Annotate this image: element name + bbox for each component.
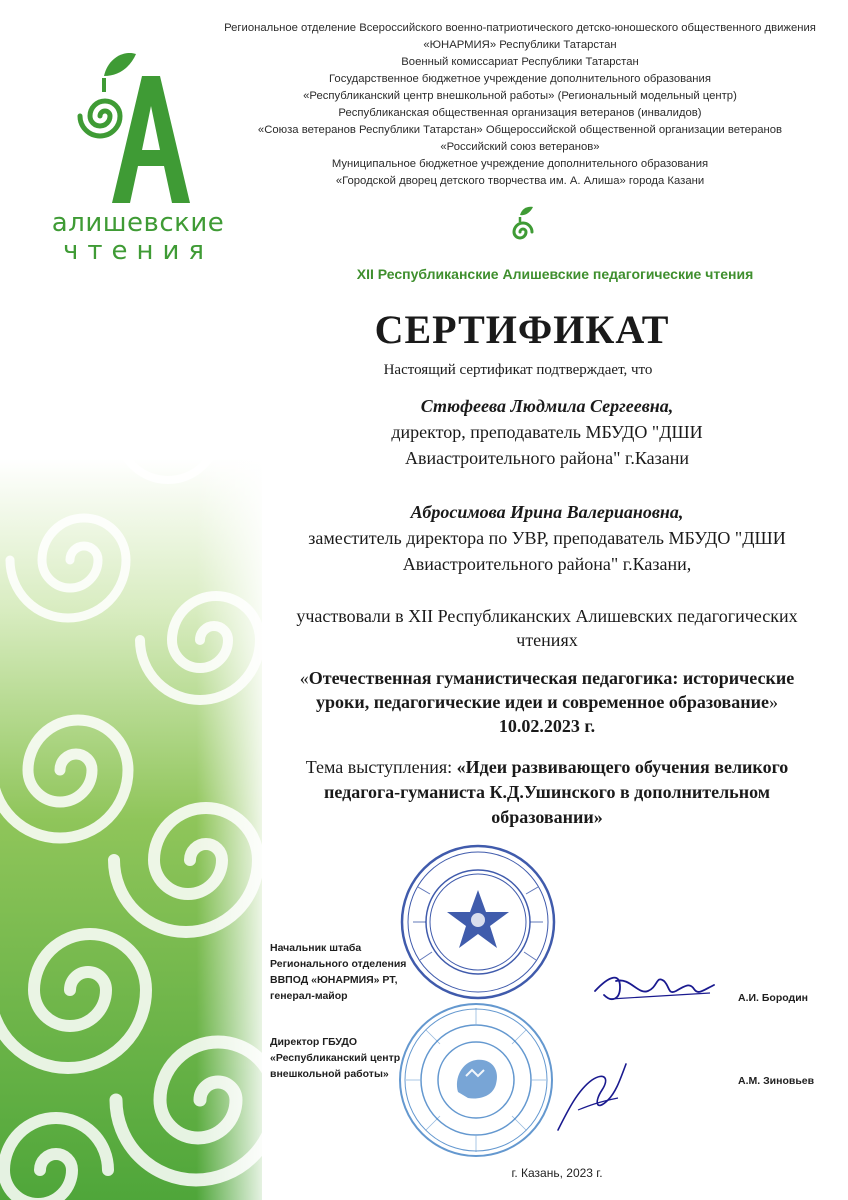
topic-line-2: педагога-гуманиста К.Д.Ушинского в дополнительном [324, 782, 770, 802]
republican-center-stamp [396, 1000, 556, 1160]
org-line: «Городской дворец детского творчества им. А. Алиша» города Казани [335, 175, 705, 187]
signature-borodin [590, 965, 720, 1020]
participant-1-position-line-2: Авиастроительного района" г.Казани [404, 448, 689, 468]
participant-2 [262, 499, 832, 577]
organizations-header [190, 20, 848, 190]
signatory-1-line-3: ВВПОД «ЮНАРМИЯ» РТ, [270, 974, 398, 986]
org-line: Региональное отделение Всероссийского военно-патриотического детско-юношеского общественного движения [224, 22, 816, 34]
confirm-text: Настоящий сертификат подтверждает, что [383, 362, 653, 378]
signatory-1-title [270, 940, 406, 1004]
topic-label: Тема выступления: [305, 757, 457, 777]
org-line: «ЮНАРМИЯ» Республики Татарстан [423, 39, 617, 51]
conference-line-1: Отечественная гуманистическая педагогика: исторические [308, 668, 795, 688]
logo-line-2: чтения [62, 236, 214, 266]
signatory-1-line-1: Начальник штаба [270, 942, 362, 954]
org-line: «Российский союз ветеранов» [440, 141, 600, 153]
participant-1 [262, 393, 832, 471]
org-line: «Республиканский центр внешкольной работы» (Региональный модельный центр) [303, 90, 737, 102]
org-line: Военный комиссариат Республики Татарстан [401, 56, 639, 68]
org-line: Муниципальное бюджетное учреждение дополнительного образования [331, 158, 709, 170]
participant-2-position-line-2: Авиастроительного района" г.Казани, [402, 554, 692, 574]
org-line: Республиканская общественная организация ветеранов (инвалидов) [338, 107, 702, 119]
signature-zinovyev [548, 1050, 638, 1145]
open-quote: « [299, 668, 309, 688]
logo-line-1: алишевские [51, 208, 225, 238]
participation-line-2: чтениях [516, 630, 578, 650]
participant-2-name: Абросимова Ирина Валериановна, [410, 502, 684, 522]
conference-title [262, 666, 832, 738]
participant-1-name: Стюфеева Людмила Сергеевна, [420, 396, 674, 416]
topic-line-1: «Идеи развивающего обучения великого [456, 757, 789, 777]
certificate-title: СЕРТИФИКАТ [374, 307, 670, 352]
signatory-1-line-4: генерал-майор [270, 990, 348, 1002]
participation-statement [262, 604, 832, 652]
signatory-2-name: А.М. Зиновьев [738, 1075, 815, 1087]
participant-1-position-line-1: директор, преподаватель МБУДО "ДШИ [391, 422, 703, 442]
conference-date: 10.02.2023 г. [498, 716, 596, 736]
yunarmiya-stamp [398, 842, 558, 1002]
signatory-2-title [270, 1034, 400, 1082]
org-line: «Союза ветеранов Республики Татарстан» Общероссийской общественной организации ветеранов [257, 124, 783, 136]
footer-place-year: г. Казань, 2023 г. [511, 1166, 603, 1180]
speech-topic [262, 755, 832, 830]
signatory-2-line-3: внешкольной работы» [270, 1068, 389, 1080]
event-title: XII Республиканские Алишевские педагогические чтения [356, 266, 754, 282]
participant-2-position-line-1: заместитель директора по УВР, преподаватель МБУДО "ДШИ [308, 528, 786, 548]
conference-line-2: уроки, педагогические идеи и современное образование [316, 692, 769, 712]
signatory-1-line-2: Регионального отделения [270, 958, 407, 970]
signatory-1-name: А.И. Бородин [738, 992, 808, 1004]
signatory-2-line-1: Директор ГБУДО [270, 1036, 358, 1048]
org-line: Государственное бюджетное учреждение дополнительного образования [329, 73, 711, 85]
apple-swirl-icon [508, 205, 536, 250]
close-quote: » [768, 692, 778, 712]
topic-line-3: образовании» [491, 807, 603, 827]
participation-line-1: участвовали в XII Республиканских Алишевских педагогических [296, 606, 798, 626]
signatory-2-line-2: «Республиканский центр [270, 1052, 401, 1064]
